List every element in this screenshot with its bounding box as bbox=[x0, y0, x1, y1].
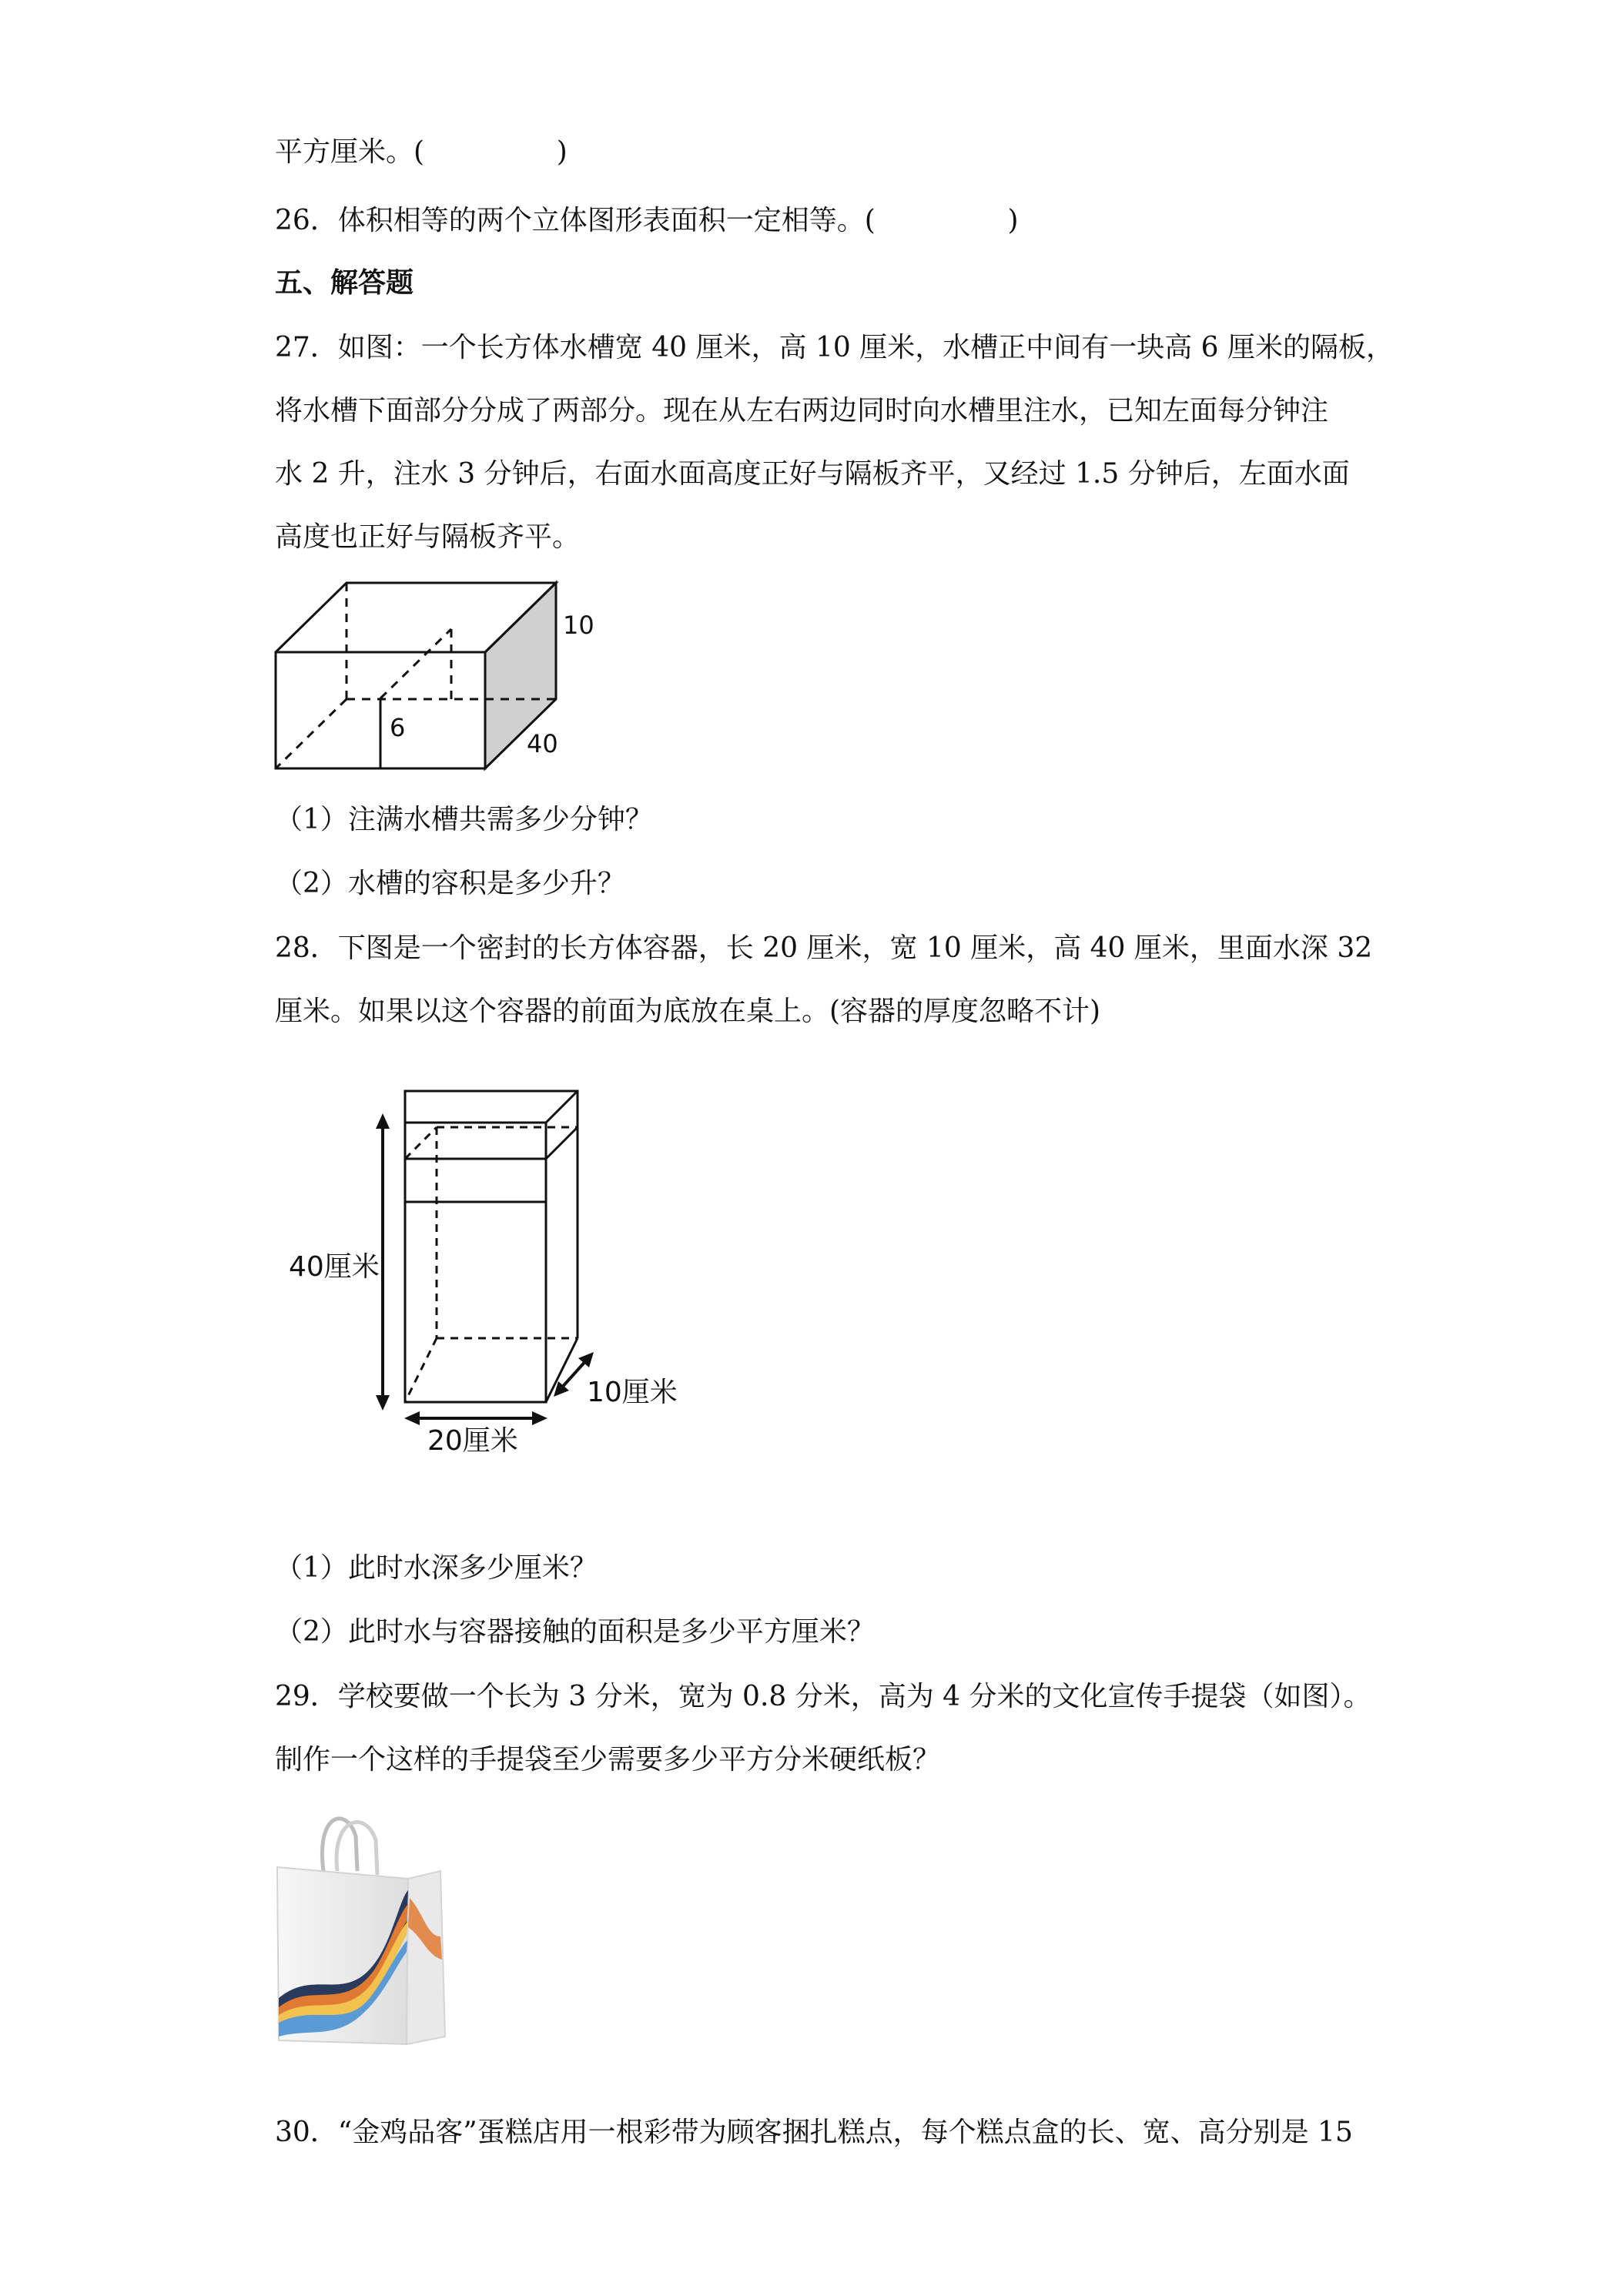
q29-line-1: 29．学校要做一个长为 3 分米，宽为 0.8 分米，高为 4 分米的文化宣传手提袋（如图）。 bbox=[275, 1681, 1371, 1712]
tank-hidden-depth-edge bbox=[276, 699, 347, 768]
tank-width-label: 40 bbox=[527, 729, 558, 758]
water-tank-figure bbox=[270, 577, 616, 778]
shopping-bag-image bbox=[270, 1806, 454, 2052]
q27-line-1: 27．如图：一个长方体水槽宽 40 厘米，高 10 厘米，水槽正中间有一块高 6 厘米的隔板， bbox=[275, 332, 1394, 363]
q28-sub-1: （1）此时水深多少厘米？ bbox=[275, 1552, 598, 1584]
container-hidden-depth bbox=[405, 1338, 437, 1402]
q27-sub-1: （1）注满水槽共需多少分钟？ bbox=[275, 804, 653, 835]
container-top-edges bbox=[405, 1091, 578, 1202]
container-figure bbox=[289, 1078, 689, 1455]
q26-text: 26．体积相等的两个立体图形表面积一定相等。( ) bbox=[275, 205, 1019, 236]
water-surface-side bbox=[546, 1127, 578, 1159]
length-arrow-head-left bbox=[404, 1411, 420, 1425]
q28-sub-2: （2）此时水与容器接触的面积是多少平方厘米？ bbox=[275, 1616, 875, 1648]
container-front-face bbox=[405, 1202, 546, 1402]
container-length-label: 20厘米 bbox=[427, 1425, 518, 1455]
q27-line-4: 高度也正好与隔板齐平。 bbox=[275, 521, 581, 553]
water-surface-left bbox=[405, 1127, 437, 1159]
height-arrow-head-bottom bbox=[376, 1395, 390, 1411]
container-front-outline bbox=[405, 1123, 546, 1402]
q25-tail-text: 平方厘米。( ) bbox=[275, 136, 568, 168]
q30-line-1: 30．“金鸡品客”蛋糕店用一根彩带为顾客捆扎糕点，每个糕点盒的长、宽、高分别是 15 bbox=[275, 2117, 1353, 2148]
container-width-label: 10厘米 bbox=[587, 1377, 678, 1408]
partition-top-edge bbox=[380, 629, 451, 698]
q27-line-3: 水 2 升，注水 3 分钟后，右面水面高度正好与隔板齐平，又经过 1.5 分钟后，左面水面 bbox=[275, 458, 1350, 490]
container-top-right-edge bbox=[546, 1091, 578, 1123]
length-arrow-head-right bbox=[532, 1411, 547, 1425]
q27-sub-2: （2）水槽的容积是多少升？ bbox=[275, 868, 625, 899]
tank-height-label: 10 bbox=[563, 611, 594, 640]
container-height-label: 40厘米 bbox=[289, 1251, 380, 1283]
q28-line-1: 28．下图是一个密封的长方体容器，长 20 厘米，宽 10 厘米，高 40 厘米，里面水深 32 bbox=[275, 932, 1373, 964]
section-heading: 五、解答题 bbox=[275, 266, 414, 299]
q29-line-2: 制作一个这样的手提袋至少需要多少平方分米硬纸板？ bbox=[275, 1744, 941, 1776]
partition-height-label: 6 bbox=[390, 713, 406, 742]
height-arrow-head-top bbox=[376, 1113, 390, 1129]
q27-line-2: 将水槽下面部分分成了两部分。现在从左右两边同时向水槽里注水，已知左面每分钟注 bbox=[275, 395, 1329, 427]
q28-line-2: 厘米。如果以这个容器的前面为底放在桌上。(容器的厚度忽略不计) bbox=[275, 996, 1101, 1027]
